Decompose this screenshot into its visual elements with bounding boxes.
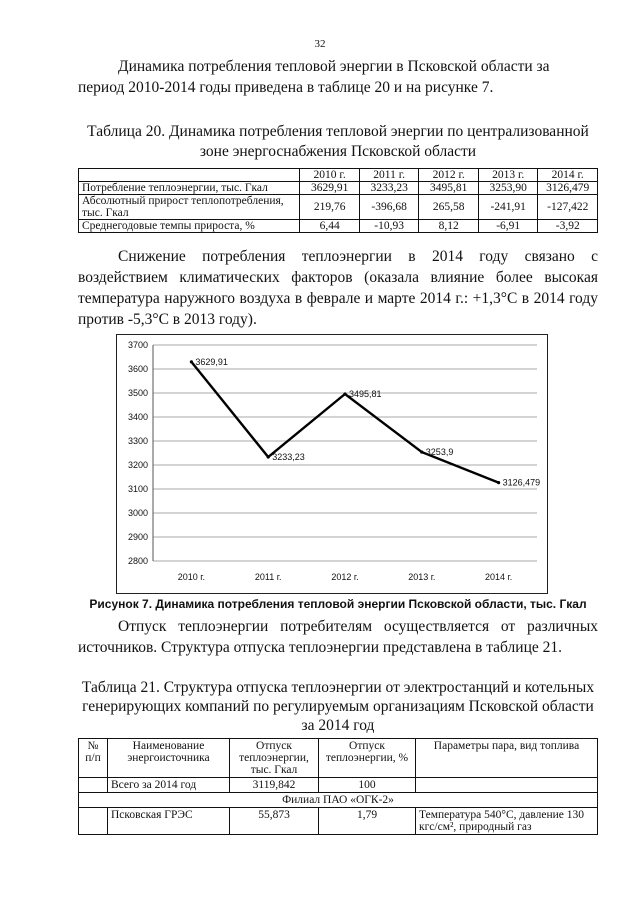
table20-year: 2010 г. bbox=[300, 169, 360, 182]
table21 bbox=[78, 738, 598, 835]
chart-data-point bbox=[420, 450, 423, 453]
table20-cell: 8,12 bbox=[419, 220, 479, 233]
chart-data-point bbox=[190, 360, 193, 363]
table20-cell: 3126,479 bbox=[538, 182, 598, 195]
table20-cell: 3495,81 bbox=[419, 182, 479, 195]
table20-cell: -127,422 bbox=[538, 195, 598, 220]
chart-y-tick-label: 2800 bbox=[127, 556, 148, 566]
chart-data-point bbox=[343, 392, 346, 395]
table21-row-name: Псковская ГРЭС bbox=[108, 808, 230, 835]
chart-y-tick-label: 3100 bbox=[127, 484, 148, 494]
table21-row-value: 55,873 bbox=[230, 808, 319, 835]
table21-row bbox=[79, 808, 598, 835]
table20-row-label: Абсолютный прирост теплопотребления, тыс. Гкал bbox=[79, 195, 300, 220]
sources-paragraph: Отпуск теплоэнергии потребителям осуществляется от различных источников. Структура отпуска теплоэнергии представлена в таблице 21. bbox=[78, 618, 598, 656]
table21-total-row bbox=[79, 778, 598, 793]
chart-y-tick-label: 3600 bbox=[127, 364, 148, 374]
chart-x-tick-label: 2014 г. bbox=[484, 572, 513, 582]
table21-header-row bbox=[79, 739, 598, 778]
table20-row bbox=[79, 195, 598, 220]
table20-corner-cell bbox=[79, 169, 300, 182]
table20-cell: -3,92 bbox=[538, 220, 598, 233]
table20-year: 2011 г. bbox=[359, 169, 419, 182]
table20-cell: 219,76 bbox=[300, 195, 360, 220]
chart-x-tick-label: 2013 г. bbox=[408, 572, 436, 582]
table20-row-label: Потребление теплоэнергии, тыс. Гкал bbox=[79, 182, 300, 195]
table20-year: 2014 г. bbox=[538, 169, 598, 182]
table21-section-row bbox=[79, 793, 598, 808]
table21-total-value: 3119,842 bbox=[230, 778, 319, 793]
chart-y-tick-label: 3400 bbox=[127, 412, 148, 422]
table21-cell bbox=[416, 778, 598, 793]
table20-year: 2013 г. bbox=[478, 169, 538, 182]
table21-header-value: Отпуск теплоэнергии, тыс. Гкал bbox=[230, 739, 319, 778]
consumption-chart bbox=[116, 334, 548, 594]
chart-data-label: 3233,23 bbox=[272, 452, 305, 463]
table20-cell: 3253,90 bbox=[478, 182, 538, 195]
table20-cell: 265,58 bbox=[419, 195, 479, 220]
table20-cell: -10,93 bbox=[359, 220, 419, 233]
table21-header-num: № п/п bbox=[79, 739, 108, 778]
page-number: 32 bbox=[314, 38, 326, 50]
table21-row-percent: 1,79 bbox=[319, 808, 416, 835]
table20-cell: -241,91 bbox=[478, 195, 538, 220]
table20-caption: Таблица 20. Динамика потребления тепловой энергии по централизованной зоне энергоснабжения Псковской области bbox=[87, 123, 589, 160]
climate-paragraph: Снижение потребления теплоэнергии в 2014 году связано с воздействием климатических факторов (оказала влияние более высокая температура наружного воздуха в феврале и марте 2014 г.: +1,3°С в 2014 году против -5,3°С в 2013 году). bbox=[78, 248, 598, 328]
intro-paragraph: Динамика потребления тепловой энергии в Псковской области за период 2010-2014 годы приведена в таблице 20 и на рисунке 7. bbox=[78, 58, 550, 96]
chart-data-label: 3126,479 bbox=[502, 477, 541, 488]
table21-row-params: Температура 540°С, давление 130 кгс/см², природный газ bbox=[416, 808, 598, 835]
chart-data-point bbox=[497, 481, 500, 484]
table20-cell: 6,44 bbox=[300, 220, 360, 233]
chart-data-label: 3629,91 bbox=[195, 356, 228, 367]
chart-y-tick-label: 2900 bbox=[127, 532, 148, 542]
chart-svg bbox=[117, 335, 547, 593]
table21-total-label: Всего за 2014 год bbox=[108, 778, 230, 793]
table20-cell: 3629,91 bbox=[300, 182, 360, 195]
table21-header-params: Параметры пара, вид топлива bbox=[416, 739, 598, 778]
chart-y-tick-label: 3500 bbox=[127, 388, 148, 398]
table20-year: 2012 г. bbox=[419, 169, 479, 182]
chart-y-tick-label: 3300 bbox=[127, 436, 148, 446]
chart-y-tick-label: 3000 bbox=[127, 508, 148, 518]
table21-caption: Таблица 21. Структура отпуска теплоэнергии от электростанций и котельных генерирующих компаний по регулируемым организациям Псковской области за 2014 год bbox=[81, 679, 595, 734]
table20-cell: 3233,23 bbox=[359, 182, 419, 195]
table21-total-percent: 100 bbox=[319, 778, 416, 793]
chart-x-tick-label: 2012 г. bbox=[331, 572, 359, 582]
table20-cell: -6,91 bbox=[478, 220, 538, 233]
table21-row-num bbox=[79, 808, 108, 835]
chart-data-label: 3253,9 bbox=[425, 447, 454, 458]
table21-cell bbox=[79, 778, 108, 793]
table21-header-name: Наименование энергоисточника bbox=[108, 739, 230, 778]
chart-x-tick-label: 2011 г. bbox=[254, 572, 282, 582]
table21-section-label: Филиал ПАО «ОГК-2» bbox=[79, 793, 598, 808]
figure-caption: Рисунок 7. Динамика потребления тепловой энергии Псковской области, тыс. Гкал bbox=[89, 597, 587, 611]
table21-header-percent: Отпуск теплоэнергии, % bbox=[319, 739, 416, 778]
chart-y-tick-label: 3200 bbox=[127, 460, 148, 470]
chart-series-line bbox=[191, 362, 498, 483]
table20-row bbox=[79, 220, 598, 233]
table20-row bbox=[79, 182, 598, 195]
chart-y-tick-label: 3700 bbox=[127, 340, 148, 350]
chart-data-label: 3495,81 bbox=[349, 389, 382, 400]
table20 bbox=[78, 168, 598, 233]
table20-header-row bbox=[79, 169, 598, 182]
table20-row-label: Среднегодовые темпы прироста, % bbox=[79, 220, 300, 233]
table20-cell: -396,68 bbox=[359, 195, 419, 220]
chart-x-tick-label: 2010 г. bbox=[177, 572, 206, 582]
chart-data-point bbox=[267, 455, 270, 458]
